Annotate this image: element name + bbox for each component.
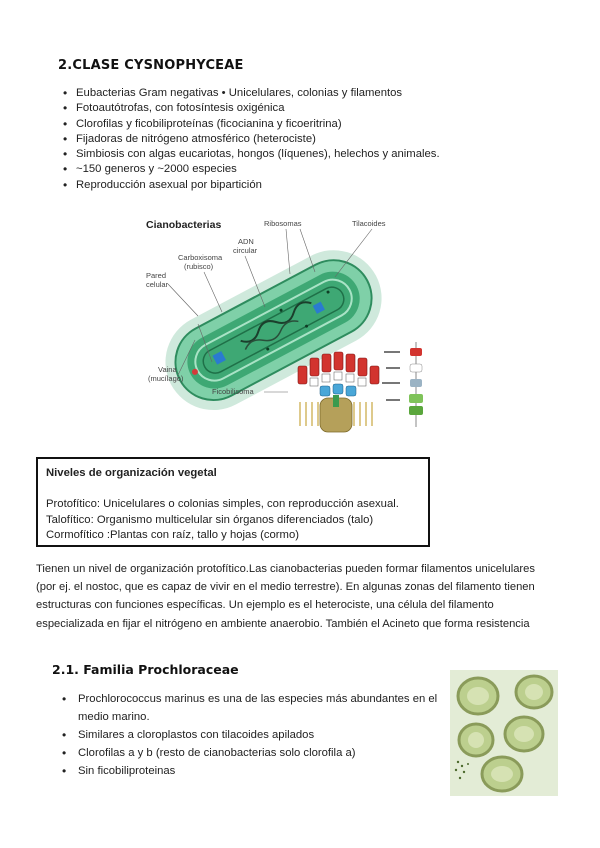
label-adn-2: circular — [233, 246, 258, 255]
prochloraceae-list — [62, 690, 447, 780]
list-item: • Sin ficobiliproteinas — [62, 762, 447, 780]
box-title: Niveles de organización vegetal — [46, 467, 217, 479]
box-line: Protofítico: Unicelulares o colonias simples, con reproducción asexual. — [46, 498, 399, 510]
label-vaina: Vaina — [158, 365, 177, 374]
label-carboxisoma-2: (rubisco) — [184, 262, 214, 271]
label-pared-2: celular — [146, 280, 169, 289]
subsection-title: 2.1. Familia Prochloraceae — [52, 662, 239, 677]
label-ficobilisoma: Ficobilisoma — [212, 387, 254, 396]
list-item: • Simbiosis con algas eucariotas, hongos (líquenes), helechos y animales. — [60, 147, 480, 162]
features-list — [60, 86, 480, 193]
list-item: • Fotoautótrofas, con fotosíntesis oxigénica — [60, 101, 480, 116]
micrograph-image — [450, 670, 558, 796]
list-item: • Fijadoras de nitrógeno atmosférico (heterociste) — [60, 132, 480, 147]
phycobilisome-legend — [382, 342, 423, 427]
list-item: • Similares a cloroplastos con tilacoides apilados — [62, 726, 447, 744]
list-item: • ~150 generos y ~2000 especies — [60, 162, 480, 177]
list-item: • Clorofilas a y b (resto de cianobacterias solo clorofila a) — [62, 744, 447, 762]
box-line: Talofítico: Organismo multicelular sin órganos diferenciados (talo) — [46, 514, 374, 526]
list-item: • Clorofilas y ficobiliproteínas (ficocianina y ficoeritrina) — [60, 117, 480, 132]
label-pared: Pared — [146, 271, 167, 280]
phycobilisome-detail — [298, 352, 379, 432]
organization-levels-box — [36, 457, 430, 547]
label-tilacoides: Tilacoides — [352, 219, 386, 228]
list-item: • Prochlorococcus marinus es una de las especies más abundantes en el medio marino. — [62, 690, 447, 726]
label-vaina-2: (mucílago) — [148, 374, 184, 383]
label-adn: ADN — [238, 237, 254, 246]
body-paragraph: Tienen un nivel de organización protofítico.Las cianobacterias pueden formar filamentos unicelulares (por ej. el nostoc, que es capaz de vivir en el medio terrestre). En algunas zonas del filamento tienen estructuras con funciones específicas. Un ejemplo es el heterociste, una célula del filamento especializada en fijar el nitrógeno en ambiente anaerobio. También el Acineto que forma resistencia — [36, 563, 535, 630]
box-line: Cormofítico :Plantas con raíz, tallo y hojas (cormo) — [46, 529, 300, 541]
list-item: • Reproducción asexual por bipartición — [60, 178, 480, 193]
list-item: • Eubacterias Gram negativas • Unicelulares, colonias y filamentos — [60, 86, 480, 101]
label-ribosomas: Ribosomas — [264, 219, 302, 228]
label-carboxisoma: Carboxisoma — [178, 253, 223, 262]
section-title: 2.CLASE CYSNOPHYCEAE — [58, 58, 244, 73]
figure-title: Cianobacterias — [146, 219, 222, 231]
cyanobacteria-diagram — [140, 212, 440, 437]
